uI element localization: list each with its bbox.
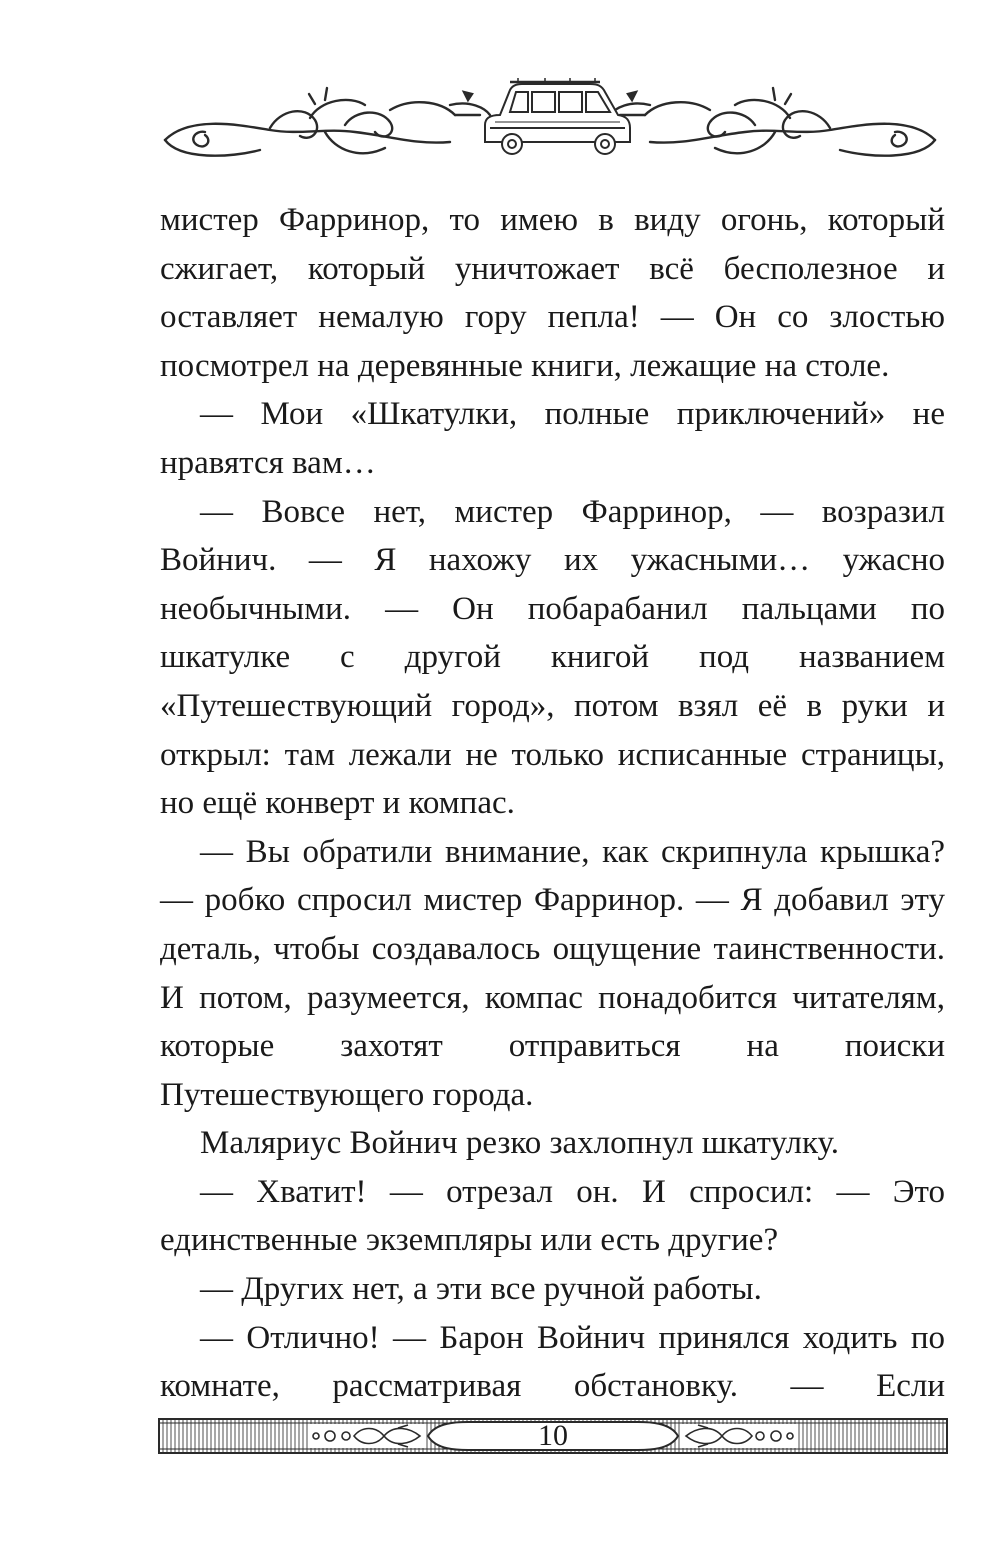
paragraph: — Других нет, а эти все ручной работы.: [200, 1271, 762, 1308]
paragraph: — Мои «Шкатулки, полные приключений» не нравятся вам…: [160, 396, 945, 481]
paragraph: — Вы обратили внимание, как скрипнула крышка? — робко спросил мистер Фарринор. — Я добавил эту деталь, чтобы создавалось ощущение таинственности. И потом, разумеется, компас понадобится читателям, которые захотят отправиться на поиски Путешествующего города.: [160, 833, 945, 1113]
body-text: [160, 196, 945, 1411]
paragraph: Маляриус Войнич резко захлопнул шкатулку.: [200, 1125, 840, 1162]
page-number: 10: [538, 1419, 568, 1452]
page-footer: [158, 1416, 948, 1456]
paragraph: — Вовсе нет, мистер Фарринор, — возразил Войнич. — Я нахожу их ужасными… ужасно необычными. — Он побарабанил пальцами по шкатулке с другой книгой под названием «Путешествующий город», потом взял её в руки и открыл: там лежали не только исписанные страницы, но ещё конверт и компас.: [160, 493, 945, 822]
paragraph: — Отлично! — Барон Войнич принялся ходить по комнате, рассматривая обстановку. — Если: [160, 1319, 945, 1405]
paragraph: — Хватит! — отрезал он. И спросил: — Это единственные экземпляры или есть другие?: [160, 1173, 945, 1259]
paragraph: мистер Фарринор, то имею в виду огонь, который сжигает, который уничтожает всё бесполезное и оставляет немалую гору пепла! — Он со злостью посмотрел на деревянные книги, лежащие на столе.: [160, 202, 945, 384]
header-ornament: [150, 70, 950, 180]
car-icon: [485, 78, 630, 154]
